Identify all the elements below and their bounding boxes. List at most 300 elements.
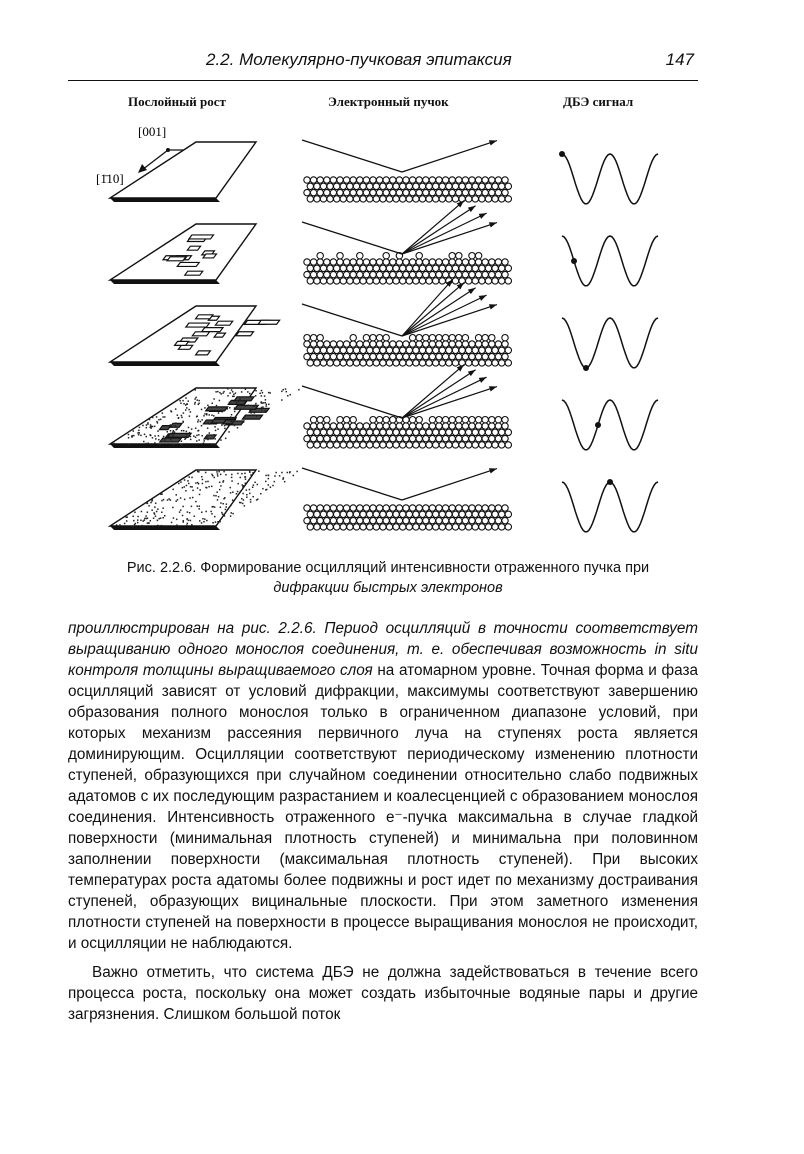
lattice-atom [307,347,313,353]
lattice-atom [353,196,359,202]
lattice-atom [433,183,439,189]
speckle [152,437,154,439]
lattice-atom [386,524,392,530]
speckle [196,435,198,437]
speckle [219,482,221,484]
lattice-atom [489,435,495,441]
lattice-atom [499,265,505,271]
speckle [210,511,212,512]
lattice-atom [373,183,379,189]
reflected-beam [402,223,497,254]
speckle [146,503,148,505]
lattice-atom [367,196,373,202]
lattice-atom [489,341,495,347]
speckle [185,490,187,492]
speckle [229,402,231,404]
lattice-atom [419,347,425,353]
reflected-beam [402,365,464,418]
lattice-atom [380,347,386,353]
lattice-atom [400,196,406,202]
lattice-atom [383,435,389,441]
speckle [220,502,222,504]
speckle [188,409,190,411]
lattice-atom [482,177,488,183]
speckle [206,414,208,416]
lattice-atom [330,517,336,523]
speckle [154,442,156,444]
speckle [195,427,197,429]
rheed-signal [562,479,658,532]
speckle [170,430,172,432]
speckle [197,482,199,484]
lattice-atom [419,429,425,435]
speckle [274,481,276,483]
speckle [198,430,200,432]
lattice-atom [324,177,330,183]
lattice-atom [433,265,439,271]
lattice-atom [370,505,376,511]
lattice-atom [376,189,382,195]
lattice-atom [360,265,366,271]
lattice-atom [330,177,336,183]
speckle [186,434,188,436]
speckle [160,419,162,421]
lattice-atom [314,347,320,353]
speckle [172,507,174,509]
lattice-atom [475,177,481,183]
lattice-atom [456,189,462,195]
lattice-atom [482,341,488,347]
lattice-atom [334,360,340,366]
lattice-atom [452,347,458,353]
speckle [147,511,149,513]
lattice-atom [433,278,439,284]
lattice [304,253,512,285]
lattice-atom [482,423,488,429]
adatom [489,417,495,423]
reflected-beam [402,141,497,172]
speckle [162,416,164,418]
speckle [208,486,210,488]
row-1 [110,140,658,204]
lattice-atom [337,259,343,265]
speckle [233,394,235,396]
speckle [205,472,207,474]
column-heading-growth: Послойный рост [128,94,226,109]
lattice-atom [340,511,346,517]
lattice-atom [426,524,432,530]
lattice-atom [502,177,508,183]
speckle [254,405,256,407]
speckle [201,435,203,437]
speckle [188,427,190,429]
plate-surface [110,470,256,526]
speckle [219,521,221,523]
speckle [159,444,161,446]
lattice-atom [360,429,366,435]
speckle [177,499,179,501]
speckle [250,474,252,476]
speckle [198,508,200,510]
lattice-atom [330,435,336,441]
lattice-atom [353,347,359,353]
lattice-atom [320,511,326,517]
lattice-atom [353,524,359,530]
speckle [180,509,182,511]
speckle [118,526,120,528]
speckle [132,526,134,528]
lattice-atom [304,353,310,359]
lattice-atom [475,435,481,441]
lattice-atom [343,341,349,347]
speckle [249,493,251,495]
lattice-atom [409,271,415,277]
lattice-atom [492,278,498,284]
lattice-atom [310,177,316,183]
lattice-atom [423,423,429,429]
lattice-atom [393,524,399,530]
rheed-signal [562,400,658,450]
lattice-atom [436,435,442,441]
adatom [337,253,343,259]
adatom [429,335,435,341]
lattice-atom [390,353,396,359]
lattice-atom [449,505,455,511]
lattice-atom [343,517,349,523]
lattice-atom [419,278,425,284]
lattice-atom [452,265,458,271]
speckle [218,412,220,414]
adatom [495,417,501,423]
speckle [204,407,206,409]
lattice-atom [406,442,412,448]
lattice-atom [485,196,491,202]
lattice-atom [502,353,508,359]
speckle [245,389,247,391]
lattice-atom [396,353,402,359]
speckle [167,499,169,501]
speckle [147,442,149,444]
lattice-atom [492,524,498,530]
lattice-atom [406,429,412,435]
speckle [193,435,195,437]
lattice-atom [485,360,491,366]
speckle [187,480,189,482]
speckle [223,471,225,473]
lattice-atom [390,505,396,511]
speckle [187,400,189,402]
lattice-atom [442,353,448,359]
speckle [246,489,248,491]
speckle [246,496,248,498]
lattice-atom [304,341,310,347]
lattice-atom [426,511,432,517]
lattice-atom [429,435,435,441]
lattice-atom [466,196,472,202]
row-4 [110,365,658,450]
speckle [185,397,187,399]
lattice-atom [357,505,363,511]
lattice-atom [400,524,406,530]
speckle [207,481,209,483]
lattice-atom [393,196,399,202]
lattice-atom [363,177,369,183]
lattice-atom [373,278,379,284]
speckle [196,416,198,418]
speckle [161,525,163,527]
beam-arrowhead [468,370,476,376]
lattice-atom [403,271,409,277]
speckle [227,388,229,390]
lattice-atom [446,196,452,202]
lattice-atom [446,524,452,530]
lattice-atom [307,278,313,284]
speckle [215,495,217,497]
speckle [248,404,250,406]
lattice-atom [489,353,495,359]
lattice-atom [350,423,356,429]
lattice-atom [423,189,429,195]
lattice-atom [429,271,435,277]
speckle [261,407,263,409]
speckle [191,524,193,526]
lattice-atom [466,511,472,517]
speckle [131,435,133,437]
speckle [215,430,217,432]
lattice-atom [340,278,346,284]
speckle [231,477,233,479]
lattice-atom [466,265,472,271]
lattice-atom [485,265,491,271]
electron-beam [302,201,497,254]
adatom [310,417,316,423]
speckle [211,513,213,515]
lattice-atom [363,271,369,277]
speckle [245,483,247,485]
lattice-atom [469,505,475,511]
speckle [286,391,288,393]
lattice-atom [452,183,458,189]
speckle [224,515,226,517]
speckle [217,473,219,475]
lattice-atom [327,429,333,435]
lattice-atom [485,442,491,448]
speckle [239,404,241,406]
speckle [194,515,196,517]
lattice-atom [419,442,425,448]
speckle [141,511,143,513]
lattice-atom [409,423,415,429]
lattice-atom [462,423,468,429]
lattice-atom [426,278,432,284]
lattice-atom [314,524,320,530]
lattice-atom [307,196,313,202]
lattice-atom [350,259,356,265]
speckle [214,506,216,508]
lattice-atom [505,347,511,353]
lattice-atom [390,259,396,265]
speckle [227,408,229,410]
lattice-atom [310,259,316,265]
island [202,328,223,332]
lattice-atom [505,278,511,284]
lattice-atom [386,360,392,366]
lattice-atom [502,423,508,429]
lattice-atom [413,265,419,271]
incident-beam [302,222,402,254]
lattice-atom [360,183,366,189]
speckle [186,518,188,520]
lattice-atom [350,517,356,523]
island [189,235,214,239]
speckle [181,444,183,446]
lattice-atom [419,511,425,517]
lattice-atom [466,524,472,530]
axis-label-001: [001] [138,124,167,139]
lattice-atom [406,278,412,284]
lattice-atom [439,511,445,517]
speckle [254,482,256,484]
speckle [155,515,157,517]
lattice-atom [383,189,389,195]
lattice-atom [499,442,505,448]
lattice-atom [469,423,475,429]
speckle [211,444,213,446]
speckle [282,478,284,480]
speckle [250,412,252,414]
lattice-atom [439,442,445,448]
lattice-atom [360,524,366,530]
beam-arrowhead [479,213,487,219]
lattice-atom [446,360,452,366]
speckle [225,474,227,476]
reflected-beam [402,201,464,254]
speckle [188,483,190,485]
island [258,320,279,324]
lattice-atom [347,347,353,353]
axis-arrowhead-1-10 [138,164,147,173]
speckle [233,396,235,398]
speckle [133,435,135,437]
lattice-atom [482,505,488,511]
lattice-atom [449,435,455,441]
lattice-atom [373,196,379,202]
speckle [191,477,193,479]
section-title: 2.2. Молекулярно-пучковая эпитаксия [206,50,512,69]
lattice-atom [426,347,432,353]
lattice-atom [505,265,511,271]
lattice-atom [475,271,481,277]
speckle [231,512,233,514]
plate-surface [110,142,256,198]
speckle [237,473,239,475]
adatom [462,417,468,423]
growth-plate [110,142,256,202]
lattice-atom [492,360,498,366]
speckle [262,488,264,490]
adatom [469,253,475,259]
lattice-atom [462,505,468,511]
lattice-atom [409,517,415,523]
adatom [343,417,349,423]
speckle [234,425,236,427]
speckle [214,406,216,408]
lattice-atom [413,278,419,284]
lattice-atom [489,423,495,429]
speckle [202,483,204,485]
lattice-atom [505,524,511,530]
speckle [265,402,267,404]
speckle [223,480,225,482]
speckle [229,407,231,409]
lattice-atom [502,517,508,523]
speckle [249,472,251,474]
lattice-atom [337,505,343,511]
lattice-atom [409,505,415,511]
speckle [230,487,232,489]
speckle [252,496,254,498]
speckle [199,505,201,507]
speckle [186,407,188,409]
speckle [179,400,181,402]
speckle [190,436,192,438]
speckle [261,401,263,403]
lattice-atom [469,271,475,277]
lattice-atom [327,278,333,284]
lattice-atom [373,442,379,448]
growth-plate [110,224,256,284]
lattice-atom [376,517,382,523]
lattice-atom [489,189,495,195]
lattice-atom [492,265,498,271]
speckle [220,439,222,441]
adatom [376,417,382,423]
lattice-atom [330,189,336,195]
speckle [220,507,222,509]
lattice-atom [337,177,343,183]
lattice-atom [324,353,330,359]
speckle [274,475,276,477]
speckle [235,392,237,394]
lattice-atom [390,341,396,347]
speckle [124,523,126,525]
lattice-atom [320,183,326,189]
figure-caption [68,558,708,598]
island [215,321,232,325]
speckle [162,507,164,509]
adatom [475,417,481,423]
lattice-atom [442,177,448,183]
lattice-atom [317,259,323,265]
lattice-atom [452,278,458,284]
lattice-atom [357,189,363,195]
speckle [287,472,289,474]
lattice-atom [505,429,511,435]
reflected-beam [402,206,476,254]
lattice-atom [436,177,442,183]
signal-marker [559,151,565,157]
lattice-atom [350,505,356,511]
lattice-atom [334,442,340,448]
speckle [213,495,215,497]
lattice-atom [413,429,419,435]
lattice-atom [383,271,389,277]
speckle [269,392,271,394]
adatom [370,335,376,341]
lattice-atom [449,353,455,359]
lattice-atom [386,429,392,435]
speckle [207,439,209,441]
